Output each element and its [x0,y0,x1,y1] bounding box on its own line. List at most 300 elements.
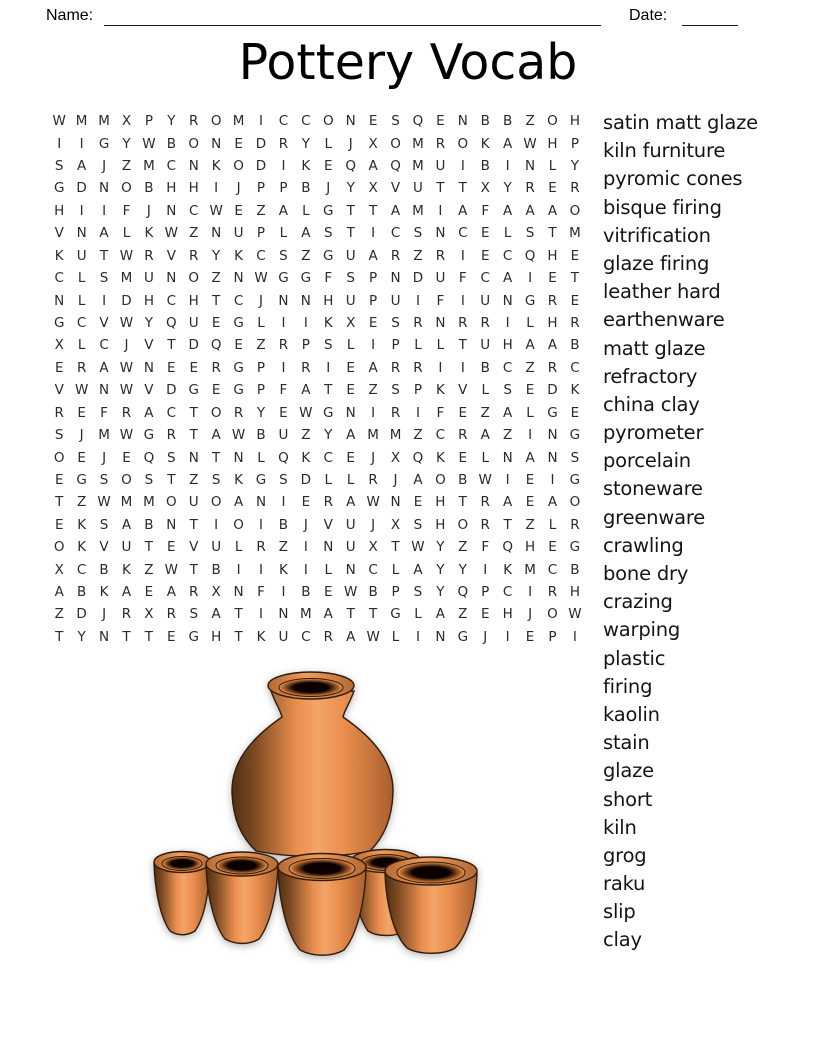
grid-letter: I [281,359,286,376]
grid-letter: Q [412,449,424,466]
grid-letter: B [503,113,513,130]
grid-letter: R [390,247,401,264]
grid-letter: X [368,539,378,556]
grid-letter: X [368,180,378,197]
grid-letter: B [458,471,468,488]
grid-letter: Z [525,113,535,130]
grid-letter: U [233,225,244,242]
grid-letter: Z [256,337,266,354]
grid-letter: K [256,628,266,645]
grid-letter: Q [390,158,401,175]
grid-letter: I [505,158,510,175]
grid-letter: N [233,449,244,466]
grid-letter: A [547,337,558,354]
word-list-item: stoneware [603,477,703,501]
grid-letter: E [167,539,176,556]
grid-letter: T [144,539,154,556]
grid-letter: L [526,315,534,331]
grid-letter: W [366,494,380,511]
grid-letter: F [122,202,131,219]
grid-letter: I [102,292,107,309]
grid-letter: N [188,449,199,466]
grid-letter: Z [301,427,311,444]
grid-letter: U [188,494,199,511]
grid-letter: J [326,180,331,197]
word-list-item: glaze firing [603,251,710,275]
grid-letter: G [98,135,110,152]
grid-letter: E [144,584,154,601]
grid-letter: Q [166,315,177,331]
grid-letter: Z [413,427,423,444]
grid-letter: B [480,158,490,175]
grid-letter: E [346,449,355,466]
grid-letter: C [301,113,311,130]
word-list-item: crawling [603,533,684,557]
grid-letter: T [391,539,400,556]
grid-letter: A [323,606,333,623]
grid-letter: N [435,628,446,645]
grid-letter: P [391,337,400,354]
grid-letter: R [256,539,266,556]
grid-letter: T [189,561,198,578]
grid-letter: E [570,404,580,421]
grid-letter: U [143,270,154,287]
grid-letter: B [256,427,266,444]
grid-letter: N [435,315,446,331]
grid-letter: B [144,180,154,197]
grid-letter: N [390,270,401,287]
grid-letter: B [99,561,109,578]
grid-letter: B [166,135,176,152]
grid-letter: O [233,516,244,533]
grid-letter: R [458,427,468,444]
grid-letter: R [233,404,244,421]
grid-letter: T [99,247,109,264]
grid-letter: A [301,382,311,399]
grid-letter: A [368,158,378,175]
grid-letter: E [548,180,557,197]
grid-letter: R [390,359,401,376]
grid-letter: E [167,359,176,376]
grid-letter: M [143,158,155,175]
grid-letter: L [346,471,355,488]
grid-letter: L [414,606,422,623]
grid-letter: R [278,135,289,152]
vase-mouth [279,679,343,697]
grid-letter: Y [324,427,333,444]
grid-letter: L [257,315,265,331]
grid-letter: O [210,494,222,511]
grid-letter: B [368,584,378,601]
grid-letter: C [301,628,311,645]
grid-letter: I [303,561,308,578]
grid-letter: O [390,135,401,152]
grid-letter: N [278,606,289,623]
grid-letter: V [99,315,109,331]
grid-letter: V [189,539,199,556]
grid-letter: L [391,628,400,645]
grid-letter: S [99,516,109,533]
grid-letter: S [503,382,512,399]
grid-letter: G [323,202,334,219]
grid-letter: M [98,113,110,130]
grid-letter: I [505,628,510,645]
grid-letter: W [164,225,178,242]
grid-letter: L [324,471,333,488]
grid-letter: E [167,628,176,645]
grid-letter: T [324,382,333,399]
grid-letter: H [502,606,513,623]
grid-letter: S [570,449,580,466]
grid-letter: T [189,516,198,533]
grid-letter: R [323,628,333,645]
grid-letter: R [480,516,490,533]
grid-letter: M [524,561,536,578]
grid-letter: V [390,180,401,197]
grid-letter: E [324,584,333,601]
grid-letter: L [77,270,86,287]
grid-letter: O [457,516,469,533]
grid-letter: C [435,427,446,444]
grid-letter: J [371,449,376,466]
grid-letter: R [121,606,132,623]
grid-letter: O [166,494,177,511]
grid-letter: Y [503,180,512,197]
grid-letter: A [413,561,423,578]
grid-letter: B [301,180,311,197]
grid-letter: G [524,292,536,309]
grid-letter: P [301,337,310,354]
grid-letter: U [121,539,132,556]
grid-letter: J [303,516,308,533]
grid-letter: T [436,180,445,197]
grid-letter: V [54,225,64,242]
grid-letter: F [324,270,333,287]
grid-letter: J [79,427,84,444]
grid-letter: W [119,359,134,376]
grid-letter: D [255,158,267,175]
grid-letter: R [547,584,558,601]
grid-letter: L [122,225,131,242]
word-list-item: pyromic cones [603,167,743,191]
grid-letter: T [458,494,467,511]
grid-letter: A [54,584,64,601]
grid-letter: L [481,449,489,466]
grid-letter: A [525,449,535,466]
grid-letter: H [547,247,558,264]
grid-letter: T [503,516,512,533]
grid-letter: R [435,135,446,152]
grid-letter: R [570,315,580,331]
grid-letter: J [259,292,263,309]
grid-letter: H [524,539,536,556]
grid-letter: P [256,359,266,376]
grid-letter: G [53,315,65,331]
grid-letter: R [390,404,401,421]
grid-letter: Z [503,427,513,444]
grid-letter: Y [144,315,154,331]
grid-letter: L [503,225,512,242]
grid-letter: L [526,404,534,421]
grid-letter: M [120,270,133,287]
grid-letter: N [211,135,222,152]
grid-letter: C [570,359,580,376]
grid-letter: S [323,337,333,354]
grid-letter: G [569,427,581,444]
grid-letter: N [99,628,110,645]
grid-letter: Q [278,449,289,466]
grid-letter: A [121,516,132,533]
grid-letter: U [345,292,356,309]
grid-letter: O [121,180,132,197]
grid-letter: I [259,113,263,130]
grid-letter: S [144,471,154,488]
grid-letter: C [166,292,177,309]
grid-letter: N [345,561,356,578]
grid-letter: N [345,404,356,421]
grid-letter: Z [525,516,535,533]
grid-letter: R [189,584,199,601]
grid-letter: E [122,449,131,466]
grid-letter: E [570,292,580,309]
grid-letter: G [323,404,334,421]
grid-letter: N [323,539,334,556]
grid-letter: R [301,359,311,376]
grid-letter: Y [570,158,580,175]
grid-letter: R [480,494,490,511]
grid-letter: A [525,337,535,354]
grid-letter: I [281,494,286,511]
grid-letter: Q [457,584,469,601]
grid-letter: R [570,516,580,533]
grid-letter: I [438,202,443,219]
grid-letter: U [345,539,356,556]
grid-letter: Q [412,113,424,130]
grid-letter: L [481,382,489,399]
grid-letter: I [550,471,555,488]
grid-letter: G [390,606,401,623]
grid-letter: A [413,471,423,488]
word-list-item: grog [603,843,647,867]
grid-letter: O [210,113,222,130]
word-list-item: matt glaze [603,336,706,360]
grid-letter: C [502,359,513,376]
grid-letter: G [233,315,244,331]
grid-letter: Y [256,404,266,421]
grid-letter: P [369,292,378,309]
grid-letter: L [279,225,288,242]
word-list-item: slip [603,900,636,924]
grid-letter: Z [525,359,535,376]
word-list-item: china clay [603,392,700,416]
grid-letter: T [189,404,198,421]
word-list-item: greenware [603,505,706,529]
grid-letter: I [505,315,510,331]
cup-2 [206,852,278,944]
grid-letter: U [390,292,401,309]
word-list-item: kiln [603,815,637,839]
word-list-item: kaolin [603,702,660,726]
grid-letter: B [278,516,289,533]
grid-letter: P [279,180,288,197]
grid-letter: R [525,180,535,197]
grid-letter: U [345,516,356,533]
grid-letter: N [502,292,513,309]
grid-letter: X [346,315,356,331]
grid-letter: L [436,337,445,354]
grid-letter: H [435,516,446,533]
grid-letter: K [234,471,244,488]
grid-letter: G [300,270,312,287]
grid-letter: C [233,292,244,309]
grid-letter: E [525,382,535,399]
grid-letter: I [281,584,286,601]
grid-letter: W [478,471,492,488]
grid-letter: L [77,292,86,309]
grid-letter: X [54,337,64,354]
cup-3 [278,854,366,956]
grid-letter: E [54,516,64,533]
grid-letter: J [393,471,398,488]
grid-letter: O [121,471,132,488]
grid-letter: Z [256,202,266,219]
grid-letter: O [210,404,222,421]
grid-letter: L [548,516,557,533]
grid-letter: I [214,180,219,197]
grid-letter: X [390,449,401,466]
word-search-grid [48,110,586,648]
grid-letter: L [324,135,333,152]
grid-letter: W [568,606,582,623]
grid-letter: A [503,270,513,287]
grid-letter: T [458,180,467,197]
grid-letter: N [143,359,154,376]
grid-letter: I [303,539,308,556]
grid-letter: S [211,471,221,488]
grid-letter: E [458,449,468,466]
grid-letter: P [256,180,266,197]
grid-letter: T [167,337,176,354]
grid-letter: E [77,449,86,466]
grid-letter: A [346,494,356,511]
header-row [0,6,816,32]
grid-letter: M [412,202,424,219]
grid-letter: I [528,270,533,287]
grid-letter: U [188,315,199,331]
grid-letter: A [390,202,401,219]
grid-letter: F [436,292,445,309]
grid-letter: R [368,471,378,488]
pottery-illustration [130,655,500,965]
grid-letter: D [255,135,267,152]
grid-letter: D [166,382,177,399]
grid-letter: J [124,337,129,354]
grid-letter: X [54,561,64,578]
word-list-item: raku [603,872,646,896]
grid-letter: A [166,584,176,601]
grid-letter: B [480,113,490,130]
grid-letter: N [188,158,199,175]
grid-letter: R [413,359,423,376]
grid-letter: U [278,628,289,645]
grid-letter: E [54,471,64,488]
grid-letter: N [547,427,558,444]
cup-1 [154,852,210,935]
grid-letter: N [300,292,311,309]
grid-letter: W [119,382,134,399]
grid-letter: A [211,606,221,623]
grid-letter: P [369,270,378,287]
grid-letter: H [569,113,580,130]
grid-letter: C [278,113,289,130]
grid-letter: J [371,516,376,533]
grid-letter: I [415,628,420,645]
grid-letter: N [525,158,536,175]
grid-letter: C [480,270,490,287]
grid-letter: O [569,202,581,219]
grid-letter: R [189,113,199,130]
grid-letter: H [435,494,446,511]
grid-letter: R [121,404,132,421]
grid-letter: N [99,382,110,399]
grid-letter: A [346,628,356,645]
grid-letter: G [188,382,199,399]
grid-letter: X [211,584,221,601]
grid-letter: N [255,494,267,511]
grid-letter: S [99,270,109,287]
grid-letter: T [346,225,355,242]
grid-letter: P [570,135,579,152]
grid-letter: N [233,270,244,287]
grid-letter: R [570,180,580,197]
word-list [603,109,803,955]
grid-letter: K [503,561,513,578]
grid-letter: W [119,315,134,331]
grid-letter: T [212,449,221,466]
grid-letter: D [76,606,87,623]
word-list-item: warping [603,618,681,642]
grid-letter: Y [436,561,445,578]
grid-letter: M [389,427,402,444]
grid-letter: I [528,584,533,601]
grid-letter: W [231,427,246,444]
grid-letter: E [413,494,423,511]
grid-letter: A [233,494,244,511]
grid-letter: V [323,516,333,533]
grid-letter: E [346,382,355,399]
grid-letter: Q [345,158,357,175]
grid-letter: G [53,180,65,197]
grid-letter: U [480,337,491,354]
grid-letter: D [300,471,312,488]
grid-letter: C [54,270,64,287]
grid-letter: K [144,225,154,242]
word-list-item: stain [603,731,650,755]
grid-letter: O [457,135,469,152]
grid-letter: R [278,337,289,354]
word-list-item: pyrometer [603,421,704,445]
grid-letter: Z [368,382,378,399]
grid-letter: U [480,292,491,309]
grid-letter: S [413,225,423,242]
grid-letter: A [547,494,558,511]
word-list-item: glaze [603,759,654,783]
grid-letter: H [502,337,513,354]
grid-letter: A [301,225,311,242]
grid-letter: O [547,606,558,623]
grid-letter: K [54,247,64,264]
grid-letter: K [435,382,445,399]
